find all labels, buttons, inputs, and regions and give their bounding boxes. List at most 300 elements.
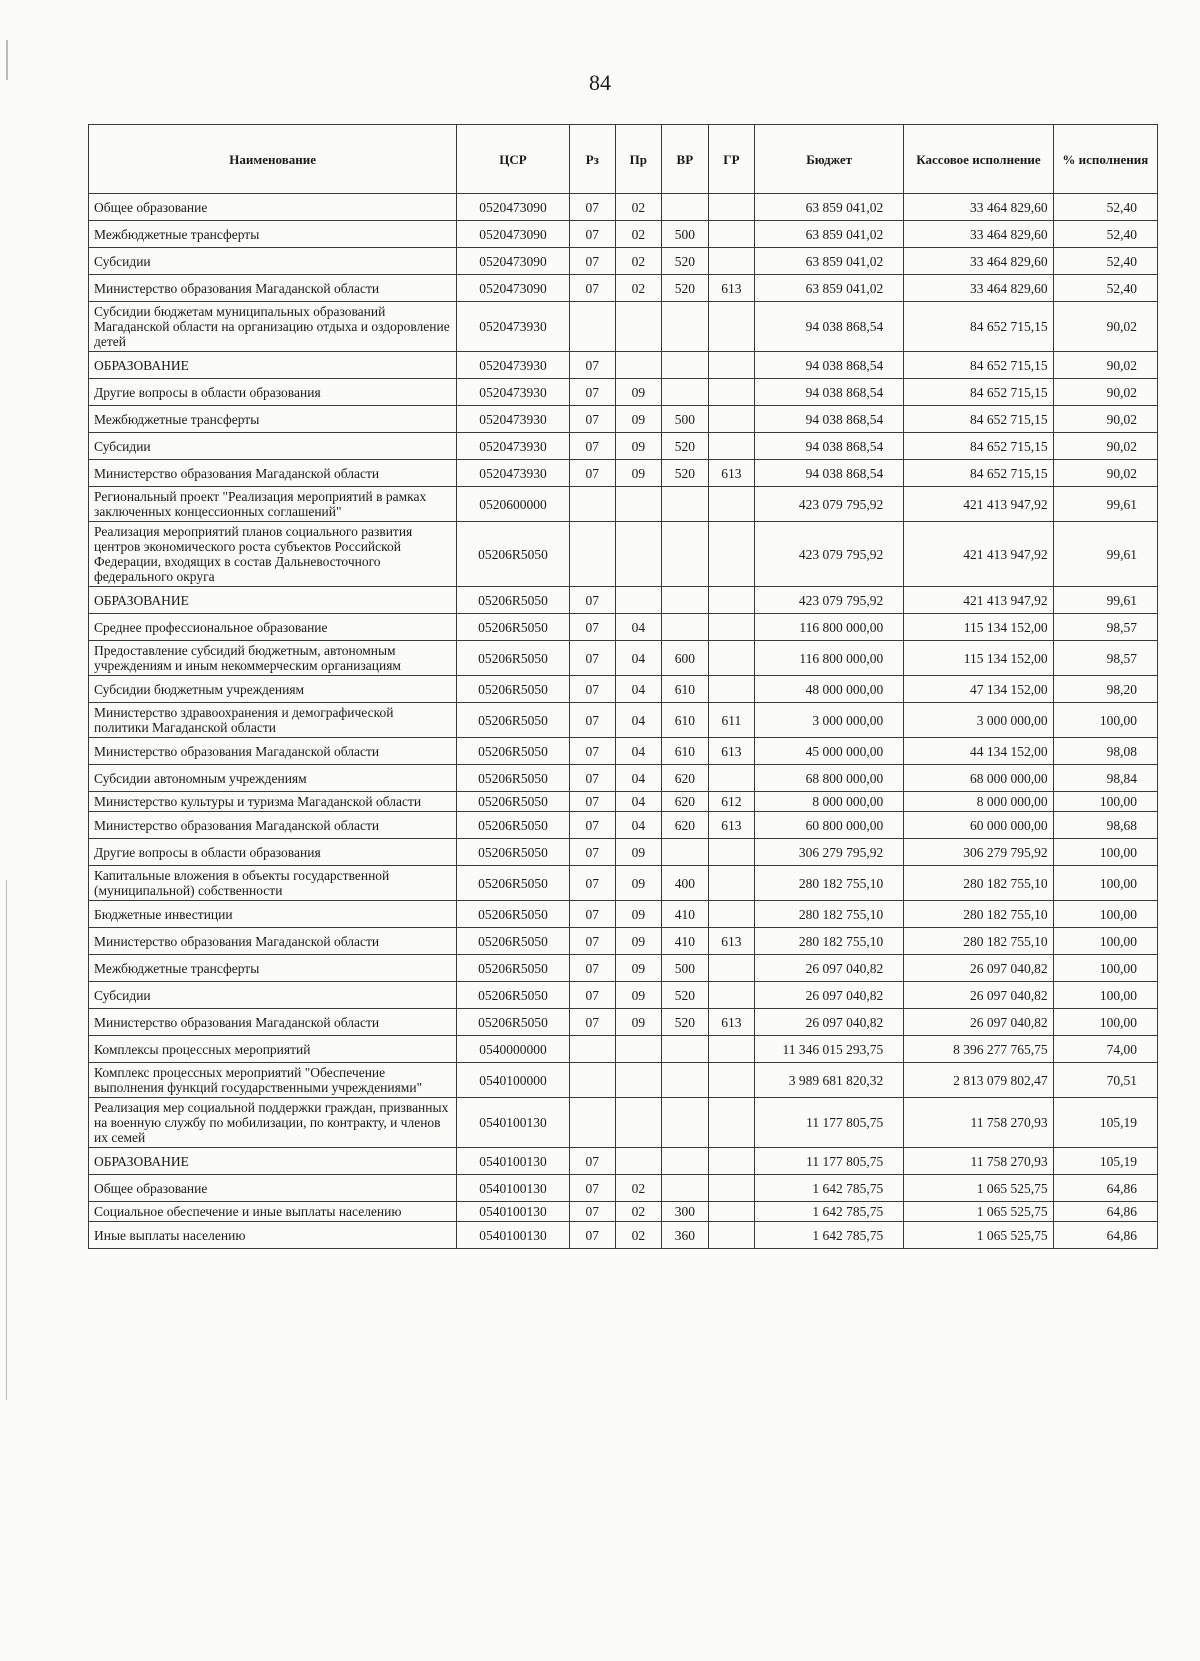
row-pr: 09 — [615, 982, 661, 1009]
row-budget: 68 800 000,00 — [754, 765, 903, 792]
row-budget: 280 182 755,10 — [754, 928, 903, 955]
row-gr: 613 — [708, 1009, 754, 1036]
row-percent: 90,02 — [1053, 302, 1157, 352]
row-percent: 90,02 — [1053, 460, 1157, 487]
row-vr: 520 — [661, 1009, 708, 1036]
row-csr: 05206R5050 — [457, 792, 570, 812]
row-csr: 0540100130 — [457, 1098, 570, 1148]
row-gr — [708, 676, 754, 703]
table-row — [89, 275, 1158, 302]
row-gr: 611 — [708, 703, 754, 738]
table-row — [89, 587, 1158, 614]
row-pr: 09 — [615, 433, 661, 460]
row-csr: 05206R5050 — [457, 765, 570, 792]
row-gr — [708, 982, 754, 1009]
row-pr: 09 — [615, 866, 661, 901]
row-rz: 07 — [569, 676, 615, 703]
row-budget: 8 000 000,00 — [754, 792, 903, 812]
row-name: Субсидии автономным учреждениям — [89, 765, 457, 792]
row-pr: 09 — [615, 955, 661, 982]
table-row — [89, 487, 1158, 522]
row-name: Другие вопросы в области образования — [89, 839, 457, 866]
table-row — [89, 221, 1158, 248]
row-rz — [569, 302, 615, 352]
row-rz — [569, 1098, 615, 1148]
column-header-rz: Рз — [569, 125, 615, 194]
row-cash-execution: 44 134 152,00 — [904, 738, 1053, 765]
table-row — [89, 738, 1158, 765]
row-rz: 07 — [569, 955, 615, 982]
row-cash-execution: 1 065 525,75 — [904, 1222, 1053, 1249]
row-budget: 11 346 015 293,75 — [754, 1036, 903, 1063]
row-cash-execution: 33 464 829,60 — [904, 194, 1053, 221]
row-rz: 07 — [569, 1202, 615, 1222]
row-budget: 60 800 000,00 — [754, 812, 903, 839]
table-row — [89, 1009, 1158, 1036]
column-header-cash-execution: Кассовое исполнение — [904, 125, 1053, 194]
row-rz: 07 — [569, 901, 615, 928]
row-csr: 0520473930 — [457, 352, 570, 379]
row-vr: 500 — [661, 221, 708, 248]
row-csr: 0520473090 — [457, 248, 570, 275]
table-row — [89, 433, 1158, 460]
row-csr: 05206R5050 — [457, 676, 570, 703]
row-gr — [708, 614, 754, 641]
row-csr: 05206R5050 — [457, 928, 570, 955]
row-rz: 07 — [569, 866, 615, 901]
row-budget: 116 800 000,00 — [754, 614, 903, 641]
row-cash-execution: 84 652 715,15 — [904, 352, 1053, 379]
row-vr: 300 — [661, 1202, 708, 1222]
row-budget: 280 182 755,10 — [754, 901, 903, 928]
row-cash-execution: 26 097 040,82 — [904, 982, 1053, 1009]
row-vr — [661, 1098, 708, 1148]
row-budget: 94 038 868,54 — [754, 460, 903, 487]
row-csr: 05206R5050 — [457, 641, 570, 676]
row-name: Министерство образования Магаданской области — [89, 1009, 457, 1036]
row-pr: 04 — [615, 765, 661, 792]
row-gr — [708, 765, 754, 792]
row-gr: 613 — [708, 738, 754, 765]
row-rz — [569, 1063, 615, 1098]
row-csr: 05206R5050 — [457, 703, 570, 738]
row-budget: 280 182 755,10 — [754, 866, 903, 901]
table-row — [89, 765, 1158, 792]
row-name: Министерство образования Магаданской области — [89, 460, 457, 487]
row-percent: 70,51 — [1053, 1063, 1157, 1098]
row-pr: 02 — [615, 194, 661, 221]
row-name: Субсидии — [89, 248, 457, 275]
table-body — [89, 194, 1158, 1249]
row-pr: 02 — [615, 1175, 661, 1202]
row-percent: 52,40 — [1053, 248, 1157, 275]
row-csr: 0520473930 — [457, 302, 570, 352]
row-name: Субсидии бюджетным учреждениям — [89, 676, 457, 703]
row-rz: 07 — [569, 1148, 615, 1175]
row-percent: 64,86 — [1053, 1202, 1157, 1222]
row-gr: 612 — [708, 792, 754, 812]
row-rz: 07 — [569, 812, 615, 839]
row-rz: 07 — [569, 1175, 615, 1202]
table-row — [89, 812, 1158, 839]
row-gr — [708, 1222, 754, 1249]
row-csr: 0540000000 — [457, 1036, 570, 1063]
row-rz: 07 — [569, 738, 615, 765]
row-cash-execution: 1 065 525,75 — [904, 1175, 1053, 1202]
row-vr — [661, 379, 708, 406]
row-budget: 94 038 868,54 — [754, 302, 903, 352]
row-percent: 99,61 — [1053, 487, 1157, 522]
table-row — [89, 866, 1158, 901]
row-budget: 3 989 681 820,32 — [754, 1063, 903, 1098]
row-rz: 07 — [569, 703, 615, 738]
row-pr — [615, 352, 661, 379]
row-percent: 90,02 — [1053, 352, 1157, 379]
row-vr — [661, 1063, 708, 1098]
row-name: Министерство образования Магаданской области — [89, 275, 457, 302]
row-cash-execution: 280 182 755,10 — [904, 866, 1053, 901]
row-csr: 05206R5050 — [457, 982, 570, 1009]
row-pr — [615, 522, 661, 587]
row-cash-execution: 1 065 525,75 — [904, 1202, 1053, 1222]
row-csr: 0520473930 — [457, 433, 570, 460]
row-cash-execution: 84 652 715,15 — [904, 302, 1053, 352]
row-cash-execution: 47 134 152,00 — [904, 676, 1053, 703]
row-csr: 0520473930 — [457, 379, 570, 406]
row-rz: 07 — [569, 248, 615, 275]
row-name: Министерство здравоохранения и демографической политики Магаданской области — [89, 703, 457, 738]
row-percent: 52,40 — [1053, 275, 1157, 302]
table-row — [89, 792, 1158, 812]
row-cash-execution: 2 813 079 802,47 — [904, 1063, 1053, 1098]
row-gr — [708, 221, 754, 248]
row-percent: 100,00 — [1053, 955, 1157, 982]
row-percent: 99,61 — [1053, 522, 1157, 587]
row-vr — [661, 587, 708, 614]
row-pr: 04 — [615, 614, 661, 641]
row-gr — [708, 302, 754, 352]
row-percent: 98,57 — [1053, 641, 1157, 676]
row-pr: 09 — [615, 928, 661, 955]
row-percent: 100,00 — [1053, 1009, 1157, 1036]
row-rz — [569, 487, 615, 522]
row-budget: 3 000 000,00 — [754, 703, 903, 738]
row-pr — [615, 487, 661, 522]
row-csr: 05206R5050 — [457, 1009, 570, 1036]
row-name: Реализация мероприятий планов социального развития центров экономического роста субъектов Российской Федерации, входящих в состав Дальневосточного федерального округа — [89, 522, 457, 587]
row-cash-execution: 84 652 715,15 — [904, 406, 1053, 433]
row-vr: 520 — [661, 982, 708, 1009]
row-pr: 09 — [615, 901, 661, 928]
row-budget: 11 177 805,75 — [754, 1148, 903, 1175]
row-gr — [708, 901, 754, 928]
row-rz — [569, 1036, 615, 1063]
row-percent: 98,84 — [1053, 765, 1157, 792]
row-name: Капитальные вложения в объекты государственной (муниципальной) собственности — [89, 866, 457, 901]
row-gr — [708, 433, 754, 460]
row-percent: 52,40 — [1053, 221, 1157, 248]
row-pr: 02 — [615, 1202, 661, 1222]
row-name: Комплекс процессных мероприятий "Обеспечение выполнения функций государственными учреждениями" — [89, 1063, 457, 1098]
row-name: Министерство образования Магаданской области — [89, 738, 457, 765]
row-rz: 07 — [569, 1222, 615, 1249]
row-gr — [708, 1175, 754, 1202]
row-name: Субсидии бюджетам муниципальных образований Магаданской области на организацию отдыха и оздоровление детей — [89, 302, 457, 352]
row-vr: 520 — [661, 460, 708, 487]
row-csr: 05206R5050 — [457, 955, 570, 982]
row-csr: 0520473090 — [457, 275, 570, 302]
row-csr: 05206R5050 — [457, 901, 570, 928]
table-row — [89, 302, 1158, 352]
row-rz: 07 — [569, 614, 615, 641]
row-rz: 07 — [569, 275, 615, 302]
row-csr: 0520473930 — [457, 460, 570, 487]
row-csr: 0540100130 — [457, 1175, 570, 1202]
table-row — [89, 352, 1158, 379]
table-row — [89, 1098, 1158, 1148]
row-name: ОБРАЗОВАНИЕ — [89, 352, 457, 379]
table-row — [89, 194, 1158, 221]
row-vr: 600 — [661, 641, 708, 676]
row-gr — [708, 1098, 754, 1148]
row-cash-execution: 33 464 829,60 — [904, 275, 1053, 302]
row-gr: 613 — [708, 812, 754, 839]
row-budget: 26 097 040,82 — [754, 982, 903, 1009]
table-row — [89, 1036, 1158, 1063]
row-percent: 100,00 — [1053, 792, 1157, 812]
row-cash-execution: 115 134 152,00 — [904, 641, 1053, 676]
row-vr: 610 — [661, 738, 708, 765]
column-header-name: Наименование — [89, 125, 457, 194]
row-vr — [661, 487, 708, 522]
row-vr — [661, 614, 708, 641]
row-vr: 520 — [661, 248, 708, 275]
table-header-row — [89, 125, 1158, 194]
row-budget: 63 859 041,02 — [754, 275, 903, 302]
row-gr: 613 — [708, 928, 754, 955]
row-pr — [615, 587, 661, 614]
row-vr: 410 — [661, 928, 708, 955]
table-row — [89, 379, 1158, 406]
table-row — [89, 901, 1158, 928]
row-percent: 100,00 — [1053, 928, 1157, 955]
row-budget: 116 800 000,00 — [754, 641, 903, 676]
row-cash-execution: 26 097 040,82 — [904, 1009, 1053, 1036]
row-percent: 100,00 — [1053, 982, 1157, 1009]
row-gr — [708, 641, 754, 676]
row-csr: 0540100000 — [457, 1063, 570, 1098]
row-pr — [615, 1063, 661, 1098]
row-rz: 07 — [569, 1009, 615, 1036]
row-budget: 26 097 040,82 — [754, 1009, 903, 1036]
row-pr: 04 — [615, 676, 661, 703]
row-vr — [661, 522, 708, 587]
row-rz: 07 — [569, 406, 615, 433]
row-rz: 07 — [569, 460, 615, 487]
table-row — [89, 703, 1158, 738]
row-pr: 09 — [615, 460, 661, 487]
row-cash-execution: 84 652 715,15 — [904, 433, 1053, 460]
row-name: Предоставление субсидий бюджетным, автономным учреждениям и иным некоммерческим организациям — [89, 641, 457, 676]
row-budget: 94 038 868,54 — [754, 433, 903, 460]
row-percent: 98,68 — [1053, 812, 1157, 839]
row-csr: 0520473090 — [457, 221, 570, 248]
row-percent: 90,02 — [1053, 379, 1157, 406]
row-rz: 07 — [569, 221, 615, 248]
row-gr — [708, 352, 754, 379]
row-cash-execution: 421 413 947,92 — [904, 522, 1053, 587]
table-row — [89, 1222, 1158, 1249]
table-row — [89, 839, 1158, 866]
row-cash-execution: 26 097 040,82 — [904, 955, 1053, 982]
row-name: Иные выплаты населению — [89, 1222, 457, 1249]
row-gr — [708, 1063, 754, 1098]
row-budget: 94 038 868,54 — [754, 379, 903, 406]
row-csr: 0520473930 — [457, 406, 570, 433]
table-row — [89, 406, 1158, 433]
row-cash-execution: 11 758 270,93 — [904, 1098, 1053, 1148]
table-row — [89, 614, 1158, 641]
row-gr: 613 — [708, 460, 754, 487]
row-percent: 52,40 — [1053, 194, 1157, 221]
row-vr: 610 — [661, 703, 708, 738]
table-row — [89, 641, 1158, 676]
row-gr — [708, 194, 754, 221]
row-cash-execution: 33 464 829,60 — [904, 221, 1053, 248]
row-vr: 620 — [661, 812, 708, 839]
row-cash-execution: 421 413 947,92 — [904, 487, 1053, 522]
row-budget: 26 097 040,82 — [754, 955, 903, 982]
row-vr — [661, 1148, 708, 1175]
row-vr: 410 — [661, 901, 708, 928]
row-name: Министерство культуры и туризма Магаданской области — [89, 792, 457, 812]
row-budget: 423 079 795,92 — [754, 522, 903, 587]
page-number: 84 — [589, 70, 611, 95]
row-budget: 1 642 785,75 — [754, 1222, 903, 1249]
row-pr — [615, 302, 661, 352]
row-name: Межбюджетные трансферты — [89, 221, 457, 248]
row-name: Министерство образования Магаданской области — [89, 928, 457, 955]
row-cash-execution: 306 279 795,92 — [904, 839, 1053, 866]
scan-artifact — [6, 880, 7, 1400]
row-vr: 360 — [661, 1222, 708, 1249]
row-csr: 05206R5050 — [457, 812, 570, 839]
table-row — [89, 955, 1158, 982]
row-name: Региональный проект "Реализация мероприятий в рамках заключенных концессионных соглашений" — [89, 487, 457, 522]
row-vr — [661, 352, 708, 379]
row-name: Министерство образования Магаданской области — [89, 812, 457, 839]
table-row — [89, 1202, 1158, 1222]
row-percent: 99,61 — [1053, 587, 1157, 614]
row-pr: 02 — [615, 221, 661, 248]
row-pr: 09 — [615, 839, 661, 866]
row-cash-execution: 84 652 715,15 — [904, 379, 1053, 406]
row-rz: 07 — [569, 765, 615, 792]
row-vr — [661, 1036, 708, 1063]
row-vr — [661, 194, 708, 221]
row-pr: 09 — [615, 406, 661, 433]
row-cash-execution: 11 758 270,93 — [904, 1148, 1053, 1175]
row-percent: 100,00 — [1053, 866, 1157, 901]
row-name: Среднее профессиональное образование — [89, 614, 457, 641]
row-cash-execution: 3 000 000,00 — [904, 703, 1053, 738]
row-cash-execution: 33 464 829,60 — [904, 248, 1053, 275]
row-cash-execution: 421 413 947,92 — [904, 587, 1053, 614]
row-pr — [615, 1036, 661, 1063]
row-percent: 74,00 — [1053, 1036, 1157, 1063]
row-vr: 620 — [661, 765, 708, 792]
table-row — [89, 982, 1158, 1009]
row-budget: 48 000 000,00 — [754, 676, 903, 703]
row-cash-execution: 68 000 000,00 — [904, 765, 1053, 792]
row-rz: 07 — [569, 352, 615, 379]
row-cash-execution: 280 182 755,10 — [904, 901, 1053, 928]
row-percent: 98,57 — [1053, 614, 1157, 641]
table-row — [89, 522, 1158, 587]
row-name: Субсидии — [89, 982, 457, 1009]
row-vr: 620 — [661, 792, 708, 812]
row-csr: 05206R5050 — [457, 839, 570, 866]
row-pr: 02 — [615, 1222, 661, 1249]
row-cash-execution: 280 182 755,10 — [904, 928, 1053, 955]
row-percent: 64,86 — [1053, 1175, 1157, 1202]
row-rz: 07 — [569, 792, 615, 812]
row-csr: 0540100130 — [457, 1148, 570, 1175]
row-pr: 04 — [615, 738, 661, 765]
row-vr: 400 — [661, 866, 708, 901]
row-gr — [708, 1148, 754, 1175]
row-percent: 98,20 — [1053, 676, 1157, 703]
row-rz: 07 — [569, 928, 615, 955]
row-rz: 07 — [569, 839, 615, 866]
column-header-vr: ВР — [661, 125, 708, 194]
row-pr — [615, 1098, 661, 1148]
row-pr: 09 — [615, 1009, 661, 1036]
row-name: ОБРАЗОВАНИЕ — [89, 1148, 457, 1175]
row-rz: 07 — [569, 641, 615, 676]
row-csr: 05206R5050 — [457, 587, 570, 614]
row-vr — [661, 1175, 708, 1202]
row-gr — [708, 1202, 754, 1222]
row-cash-execution: 115 134 152,00 — [904, 614, 1053, 641]
row-percent: 100,00 — [1053, 839, 1157, 866]
table-row — [89, 1063, 1158, 1098]
row-name: Другие вопросы в области образования — [89, 379, 457, 406]
row-budget: 45 000 000,00 — [754, 738, 903, 765]
row-budget: 1 642 785,75 — [754, 1202, 903, 1222]
row-csr: 05206R5050 — [457, 738, 570, 765]
row-vr: 520 — [661, 275, 708, 302]
table-row — [89, 1175, 1158, 1202]
column-header-budget: Бюджет — [754, 125, 903, 194]
row-budget: 94 038 868,54 — [754, 352, 903, 379]
row-budget: 1 642 785,75 — [754, 1175, 903, 1202]
row-vr — [661, 302, 708, 352]
row-percent: 100,00 — [1053, 901, 1157, 928]
row-csr: 0520473090 — [457, 194, 570, 221]
row-vr: 500 — [661, 406, 708, 433]
row-pr: 09 — [615, 379, 661, 406]
row-gr — [708, 955, 754, 982]
row-cash-execution: 60 000 000,00 — [904, 812, 1053, 839]
table-row — [89, 928, 1158, 955]
row-budget: 94 038 868,54 — [754, 406, 903, 433]
row-pr: 04 — [615, 641, 661, 676]
row-vr: 610 — [661, 676, 708, 703]
row-csr: 05206R5050 — [457, 614, 570, 641]
row-budget: 423 079 795,92 — [754, 587, 903, 614]
row-gr — [708, 866, 754, 901]
